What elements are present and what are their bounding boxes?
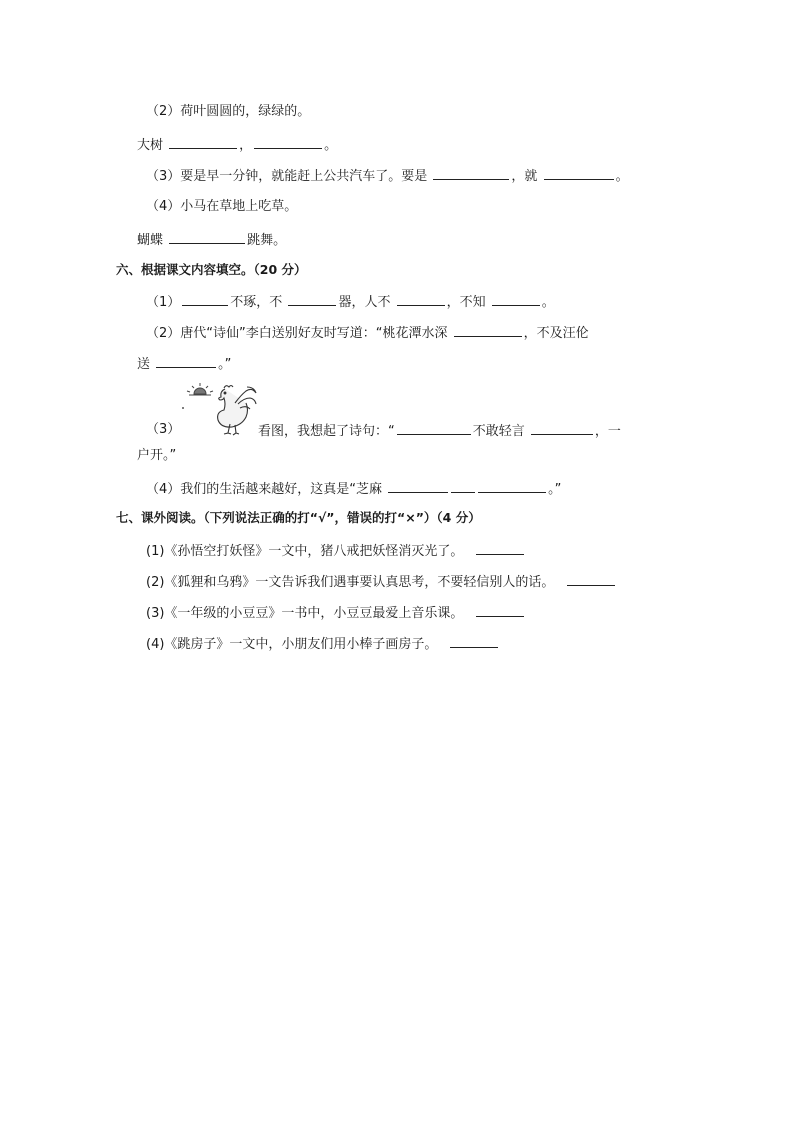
answer-blank[interactable] [254,134,322,149]
em-dash [451,482,475,493]
answer-blank[interactable] [397,420,471,435]
answer-blank[interactable] [544,165,614,180]
answer-blank[interactable] [492,291,540,306]
answer-blank[interactable] [169,229,245,244]
answer-blank[interactable] [288,291,336,306]
rooster-icon [218,386,256,436]
answer-blank[interactable] [450,633,498,648]
q5-item3: （3）要是早一分钟，就能赶上公共汽车了。要是 ，就 。 [146,165,629,187]
section-7-title: 七、课外阅读。（下列说法正确的打“√”，错误的打“×”）（4 分） [116,510,481,525]
answer-blank[interactable] [476,602,524,617]
section-6-q3-text: 看图，我想起了诗句：“ 不敢轻言 ，一 [258,420,621,442]
section-6-q3-cont: 户开。” [137,448,177,463]
q5-item2-example: 大树 ， 。 [137,134,337,156]
answer-blank[interactable] [169,134,237,149]
answer-blank[interactable] [476,540,524,555]
answer-blank[interactable] [531,420,593,435]
answer-blank[interactable] [478,478,546,493]
answer-blank[interactable] [397,291,445,306]
section-6-q3: （3） [146,422,181,437]
section-6-title: 六、根据课文内容填空。（20 分） [116,262,307,277]
answer-blank[interactable] [567,571,615,586]
answer-blank[interactable] [388,478,448,493]
answer-blank[interactable] [433,165,509,180]
rising-sun-icon [187,383,213,395]
q5-item2: （2）荷叶圆圆的，绿绿的。 [146,104,311,119]
section-7-item: (1)《孙悟空打妖怪》一文中，猪八戒把妖怪消灭光了。 [146,540,526,562]
answer-blank[interactable] [454,322,522,337]
q5-item4: （4）小马在草地上吃草。 [146,199,298,214]
section-7-item: (4)《跳房子》一文中，小朋友们用小棒子画房子。 [146,633,500,655]
section-6-q4: （4）我们的生活越来越好，这真是“芝麻 。” [146,478,561,500]
section-7-item: (3)《一年级的小豆豆》一书中，小豆豆最爱上音乐课。 [146,602,526,624]
section-6-q2: （2）唐代“诗仙”李白送别好友时写道：“桃花潭水深 ，不及汪伦 [146,322,589,344]
q5-item4-example: 蝴蝶 跳舞。 [137,229,286,251]
section-6-q1: （1） 不琢，不 器，人不 ，不知 。 [146,291,555,313]
answer-blank[interactable] [182,291,228,306]
rooster-sun-picture [178,380,260,436]
answer-blank[interactable] [156,353,216,368]
section-7-item: (2)《狐狸和乌鸦》一文告诉我们遇事要认真思考，不要轻信别人的话。 [146,571,617,593]
section-6-q2-cont: 送 。” [137,353,231,375]
